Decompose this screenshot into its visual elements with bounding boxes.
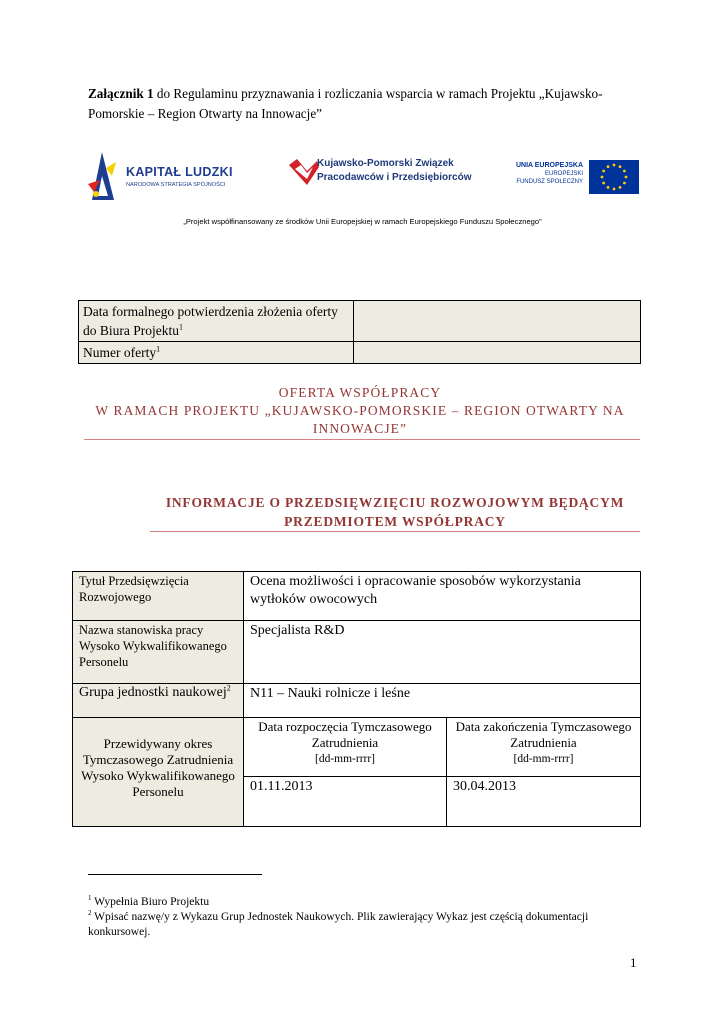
kujawsko-pomorski-logo xyxy=(287,155,472,195)
kujawsko-pomorski-emblem-icon xyxy=(287,157,321,189)
unia-line2: EUROPEJSKI xyxy=(544,171,583,177)
cofunding-note: „Projekt współfinansowany ze środków Unii Europejskiej w ramach Europejskiego Funduszu Społecznego” xyxy=(183,217,542,226)
section-heading: INFORMACJE O PRZEDSIĘWZIĘCIU ROZWOJOWYM BĘDĄCYM PRZEDMIOTEM WSPÓŁPRACY xyxy=(165,495,625,529)
table-row xyxy=(73,621,641,684)
offer-number-field[interactable] xyxy=(354,342,641,364)
position-value: Specjalista R&D xyxy=(244,621,641,684)
end-date-value: 30.04.2013 xyxy=(447,777,641,827)
attachment-text: do Regulaminu przyznawania i rozliczania wsparcia w ramach Projektu „Kujawsko-Pomorskie – Region Otwarty na Innowacje” xyxy=(88,86,603,121)
kapital-ludzki-title: KAPITAŁ LUDZKI xyxy=(126,165,233,179)
attachment-label: Załącznik 1 xyxy=(88,86,154,101)
offer-title-line1: OFERTA WSPÓŁPRACY xyxy=(278,385,442,400)
kapital-ludzki-logo xyxy=(88,150,238,206)
period-label: Przewidywany okres Tymczasowego Zatrudnienia Wysoko Wykwalifikowanego Personelu xyxy=(73,718,244,827)
group-label: Grupa jednostki naukowej$^2$ xyxy=(73,684,244,718)
table-row xyxy=(79,342,641,364)
table-row xyxy=(79,301,641,342)
title-divider xyxy=(84,439,640,440)
project-info-table xyxy=(72,571,641,827)
unia-line3: FUNDUSZ SPOŁECZNY xyxy=(516,179,583,185)
submission-date-label: Data formalnego potwierdzenia złożenia oferty do Biura Projektu$^1$ xyxy=(79,301,354,342)
project-title-label: Tytuł Przedsięwzięcia Rozwojowego xyxy=(73,572,244,621)
start-date-format: [dd-mm-rrrr] xyxy=(314,753,376,765)
offer-number-label: Numer oferty$^1$ xyxy=(79,342,354,364)
unia-line1: UNIA EUROPEJSKA xyxy=(515,162,583,169)
group-value: N11 – Nauki rolnicze i leśne xyxy=(244,684,641,718)
attachment-header xyxy=(88,84,648,124)
section-divider xyxy=(150,531,640,532)
start-date-header: Data rozpoczęcia Tymczasowego Zatrudnienia [dd-mm-rrrr] xyxy=(244,718,447,777)
end-date-format: [dd-mm-rrrr] xyxy=(513,753,574,765)
footnote-1: $^1$ Wypełnia Biuro Projektu xyxy=(88,894,210,908)
start-date-value: 01.11.2013 xyxy=(244,777,447,827)
page-number: 1 xyxy=(630,955,637,970)
end-date-header: Data zakończenia Tymczasowego Zatrudnienia [dd-mm-rrrr] xyxy=(447,718,641,777)
project-title-value: Ocena możliwości i opracowanie sposobów wykorzystania wytłoków owocowych xyxy=(244,572,641,621)
kapital-ludzki-subtitle: NARODOWA STRATEGIA SPÓJNOŚCI xyxy=(126,182,226,188)
eu-flag-icon xyxy=(589,160,639,194)
footnote-2: $^2$ Wpisać nazwę/y z Wykazu Grup Jednostek Naukowych. Plik zawierający Wykaz jest częścią dokumentacji konkursowej. xyxy=(88,909,589,938)
table-row xyxy=(73,572,641,621)
table-row xyxy=(73,684,641,718)
kujawsko-pomorski-line1: Kujawsko-Pomorski Związek xyxy=(317,158,454,169)
footnote-separator xyxy=(88,874,262,875)
kujawsko-pomorski-line2: Pracodawców i Przedsiębiorców xyxy=(317,172,472,183)
offer-title xyxy=(80,384,640,438)
submission-date-field[interactable] xyxy=(354,301,641,342)
footnotes xyxy=(88,895,648,940)
table-row xyxy=(73,718,641,777)
office-use-table xyxy=(78,300,641,364)
unia-text xyxy=(505,161,583,186)
kapital-ludzki-emblem-icon xyxy=(88,150,118,204)
unia-europejska-logo xyxy=(505,158,650,198)
offer-title-line2: W RAMACH PROJEKTU „KUJAWSKO-POMORSKIE – REGION OTWARTY NA INNOWACJE” xyxy=(95,403,625,436)
position-label: Nazwa stanowiska pracy Wysoko Wykwalifikowanego Personelu xyxy=(73,621,244,684)
